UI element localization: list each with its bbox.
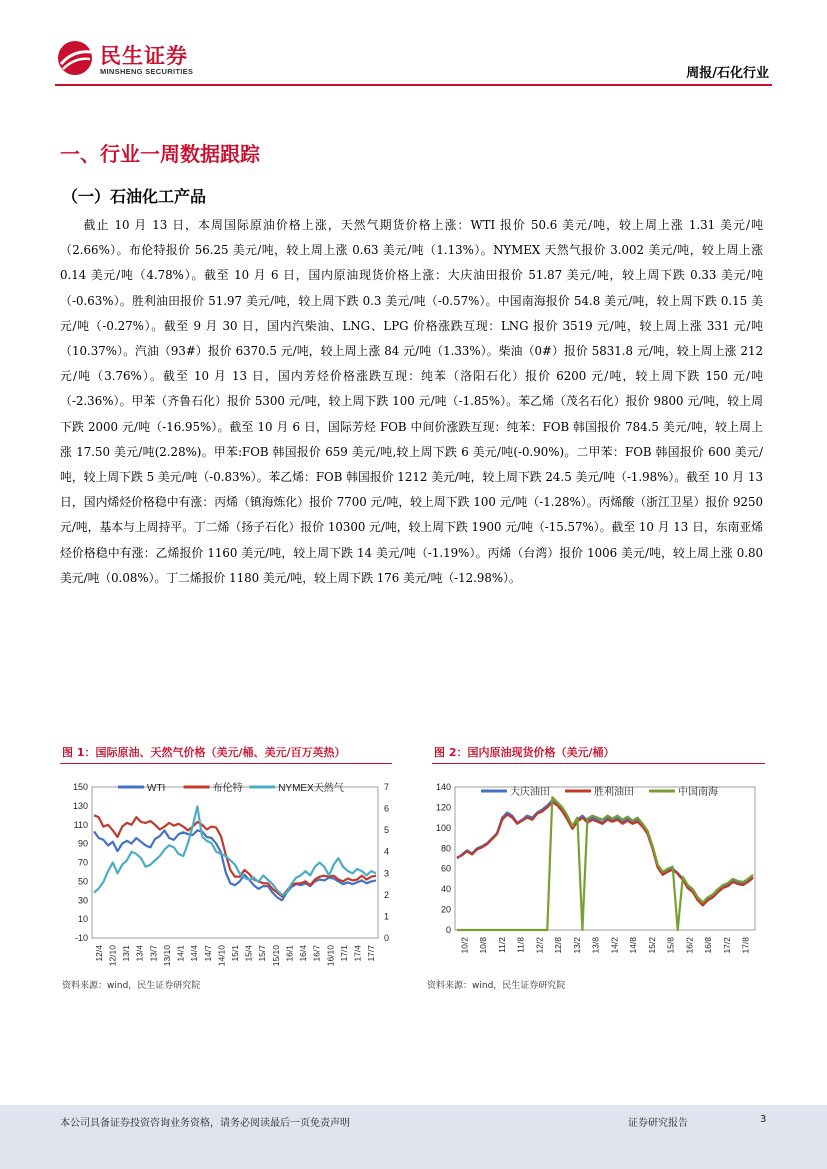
legend-label: 中国南海 xyxy=(678,787,718,798)
legend-label: 大庆油田 xyxy=(510,787,550,798)
minsheng-logo-icon xyxy=(55,40,95,76)
x-tick-label: 14/10 xyxy=(216,945,227,967)
x-tick-label: 13/7 xyxy=(148,945,159,962)
x-tick-label: 15/2 xyxy=(646,937,657,954)
figure2-chart xyxy=(425,770,765,970)
figure1-divider xyxy=(60,763,392,764)
x-tick-label: 14/2 xyxy=(609,937,620,954)
x-tick-label: 10/8 xyxy=(478,937,489,954)
y-tick-label: 140 xyxy=(435,782,451,792)
y-tick-label: 30 xyxy=(77,895,88,906)
series-line-大庆油田 xyxy=(457,800,753,904)
x-tick-label: 13/10 xyxy=(161,945,172,967)
y-tick-label: 110 xyxy=(73,819,88,830)
y-right-tick-label: 6 xyxy=(384,803,390,814)
y-tick-label: 0 xyxy=(445,925,451,935)
x-tick-label: 15/1 xyxy=(230,945,240,962)
y-tick-label: 10 xyxy=(77,914,88,925)
section-heading: 一、行业一周数据跟踪 xyxy=(60,142,260,166)
y-tick-label: 130 xyxy=(72,800,88,811)
legend-label: NYMEX天然气 xyxy=(278,783,344,794)
y-tick-label: 80 xyxy=(440,843,451,854)
legend-label: 布伦特 xyxy=(212,783,243,794)
x-tick-label: 13/4 xyxy=(134,945,145,962)
y-right-tick-label: 7 xyxy=(384,782,390,792)
x-tick-label: 16/1 xyxy=(284,945,295,962)
x-tick-label: 15/8 xyxy=(665,937,676,954)
subsection-heading: （一）石油化工产品 xyxy=(62,187,207,206)
y-right-tick-label: 1 xyxy=(384,911,390,922)
footer-disclaimer: 本公司具备证券投资咨询业务资格，请务必阅读最后一页免责声明 xyxy=(60,1118,350,1129)
x-tick-label: 12/8 xyxy=(553,937,564,954)
y-tick-label: 60 xyxy=(440,863,451,874)
x-tick-label: 17/7 xyxy=(366,945,377,962)
y-tick-label: 50 xyxy=(77,876,88,887)
body-paragraph: 截止 10 月 13 日，本周国际原油价格上涨，天然气期货价格上涨：WTI 报价 50.6 美元/吨，较上周上涨 1.31 美元/吨（2.66%）。布伦特报价 56.25 美元/吨，较上周上涨 0.63 美元/吨（1.13%）。NYMEX 天然气报价 3.002 美元/吨，较上周上涨 0.14 美元/吨（4.78%）。截至 10 月 6 日，国内原油现货价格上涨：大庆油田报价 51.87 美元/吨，较上周下跌 0.33 美元/吨（-0.63%）。胜利油田报价 51.97 美元/吨，较上周下跌 0.3 美元/吨（-0.57%）。中国南海报价 54.8 美元/吨，较上周下跌 0.15 美元/吨（-0.27%）。截至 9 月 30 日，国内汽柴油、LNG、LPG 价格涨跌互现：LNG 报价 3519 元/吨，较上周上涨 331 元/吨（10.37%）。汽油（93#）报价 6370.5 元/吨，较上周上涨 84 元/吨（1.33%）。柴油（0#）报价 5831.8 元/吨，较上周上涨 212 元/吨（3.76%）。截至 10 月 13 日，国内芳烃价格涨跌互现：纯苯（洛阳石化）报价 6200 元/吨，较上周下跌 150 元/吨（-2.36%）。甲苯（齐鲁石化）报价 5300 元/吨，较上周下跌 100 元/吨（-1.85%）。苯乙烯（茂名石化）报价 9800 元/吨，较上周下跌 2000 元/吨（-16.95%）。截至 10 月 6 日，国际芳烃 FOB 中间价涨跌互现：纯苯：FOB 韩国报价 784.5 美元/吨，较上周上涨 17.50 美元/吨(2.28%)。甲苯:FOB 韩国报价 659 美元/吨,较上周下跌 6 美元/吨(-0.90%)。二甲苯：FOB 韩国报价 600 美元/吨，较上周下跌 5 美元/吨（-0.83%）。苯乙烯：FOB 韩国报价 1212 美元/吨，较上周下跌 24.5 美元/吨（-1.98%）。截至 10 月 13 日，国内烯烃价格稳中有涨：丙烯（镇海炼化）报价 7700 元/吨，较上周下跌 100 元/吨（-1.28%）。丙烯酸（浙江卫星）报价 9250 元/吨，基本与上周持平。丁二烯（扬子石化）报价 10300 元/吨，较上周下跌 1900 元/吨（-15.57%）。截至 10 月 13 日，东南亚烯烃价格稳中有涨：乙烯报价 1160 美元/吨，较上周下跌 14 美元/吨（-1.19%）。丙烯（台湾）报价 1006 美元/吨，较上周上涨 0.80 美元/吨（0.08%）。丁二烯报价 1180 美元/吨，较上周下跌 176 美元/吨（-12.98%）。 xyxy=(60,218,763,585)
x-tick-label: 11/2 xyxy=(496,937,507,953)
report-type: 周报/石化行业 xyxy=(686,66,769,81)
legend-label: 胜利油田 xyxy=(594,787,634,798)
x-tick-label: 16/2 xyxy=(684,937,695,954)
y-tick-label: 100 xyxy=(435,822,451,833)
x-tick-label: 17/2 xyxy=(721,937,732,954)
figure2-title: 图 2：国内原油现货价格（美元/桶） xyxy=(434,746,615,759)
figure2-divider xyxy=(432,763,765,764)
page-header xyxy=(0,0,827,90)
series-line-NYMEX天然气 xyxy=(94,806,376,895)
x-tick-label: 16/4 xyxy=(298,945,309,962)
x-tick-label: 15/10 xyxy=(270,945,281,967)
figure2-source: 资料来源：wind，民生证券研究院 xyxy=(427,981,566,991)
brand-name-en: MINSHENG SECURITIES xyxy=(100,67,194,76)
x-tick-label: 14/4 xyxy=(189,945,200,962)
x-tick-label: 14/1 xyxy=(175,945,186,962)
y-tick-label: 150 xyxy=(72,782,88,792)
figure1-title: 图 1：国际原油、天然气价格（美元/桶、美元/百万英热） xyxy=(62,746,346,759)
footer-doc-type: 证券研究报告 xyxy=(628,1118,688,1129)
legend-label: WTI xyxy=(147,783,166,794)
x-tick-label: 13/8 xyxy=(590,937,601,954)
y-tick-label: 90 xyxy=(77,838,88,849)
y-right-tick-label: 2 xyxy=(384,889,390,900)
y-right-tick-label: 0 xyxy=(384,933,390,943)
header-divider xyxy=(55,84,772,86)
y-tick-label: 40 xyxy=(440,884,451,895)
y-right-tick-label: 5 xyxy=(384,825,390,836)
x-tick-label: 16/8 xyxy=(703,937,714,954)
y-tick-label: 120 xyxy=(435,802,451,813)
y-right-tick-label: 3 xyxy=(384,868,390,879)
x-tick-label: 12/10 xyxy=(107,945,118,967)
x-tick-label: 14/8 xyxy=(628,937,639,954)
x-tick-label: 10/2 xyxy=(459,937,470,954)
y-tick-label: 70 xyxy=(77,857,88,868)
x-tick-label: 15/7 xyxy=(257,945,268,962)
x-tick-label: 11/8 xyxy=(515,937,526,953)
y-right-tick-label: 4 xyxy=(384,846,390,857)
figure1-chart xyxy=(60,770,395,970)
x-tick-label: 12/4 xyxy=(93,945,104,962)
x-tick-label: 12/2 xyxy=(534,937,545,954)
brand-name-cn: 民生证券 xyxy=(100,44,188,68)
x-tick-label: 17/1 xyxy=(338,945,349,962)
x-tick-label: 14/7 xyxy=(202,945,213,962)
y-tick-label: -10 xyxy=(74,933,88,943)
x-tick-label: 16/7 xyxy=(311,945,322,962)
x-tick-label: 13/1 xyxy=(121,945,132,962)
figure1-source: 资料来源：wind，民生证券研究院 xyxy=(62,981,201,991)
page-number: 3 xyxy=(760,1114,767,1125)
x-tick-label: 17/8 xyxy=(740,937,751,954)
x-tick-label: 15/4 xyxy=(243,945,254,962)
plot-frame xyxy=(455,787,755,930)
x-tick-label: 13/2 xyxy=(571,937,582,954)
x-tick-label: 17/4 xyxy=(352,945,363,962)
y-tick-label: 20 xyxy=(440,904,451,915)
x-tick-label: 16/10 xyxy=(325,945,336,967)
